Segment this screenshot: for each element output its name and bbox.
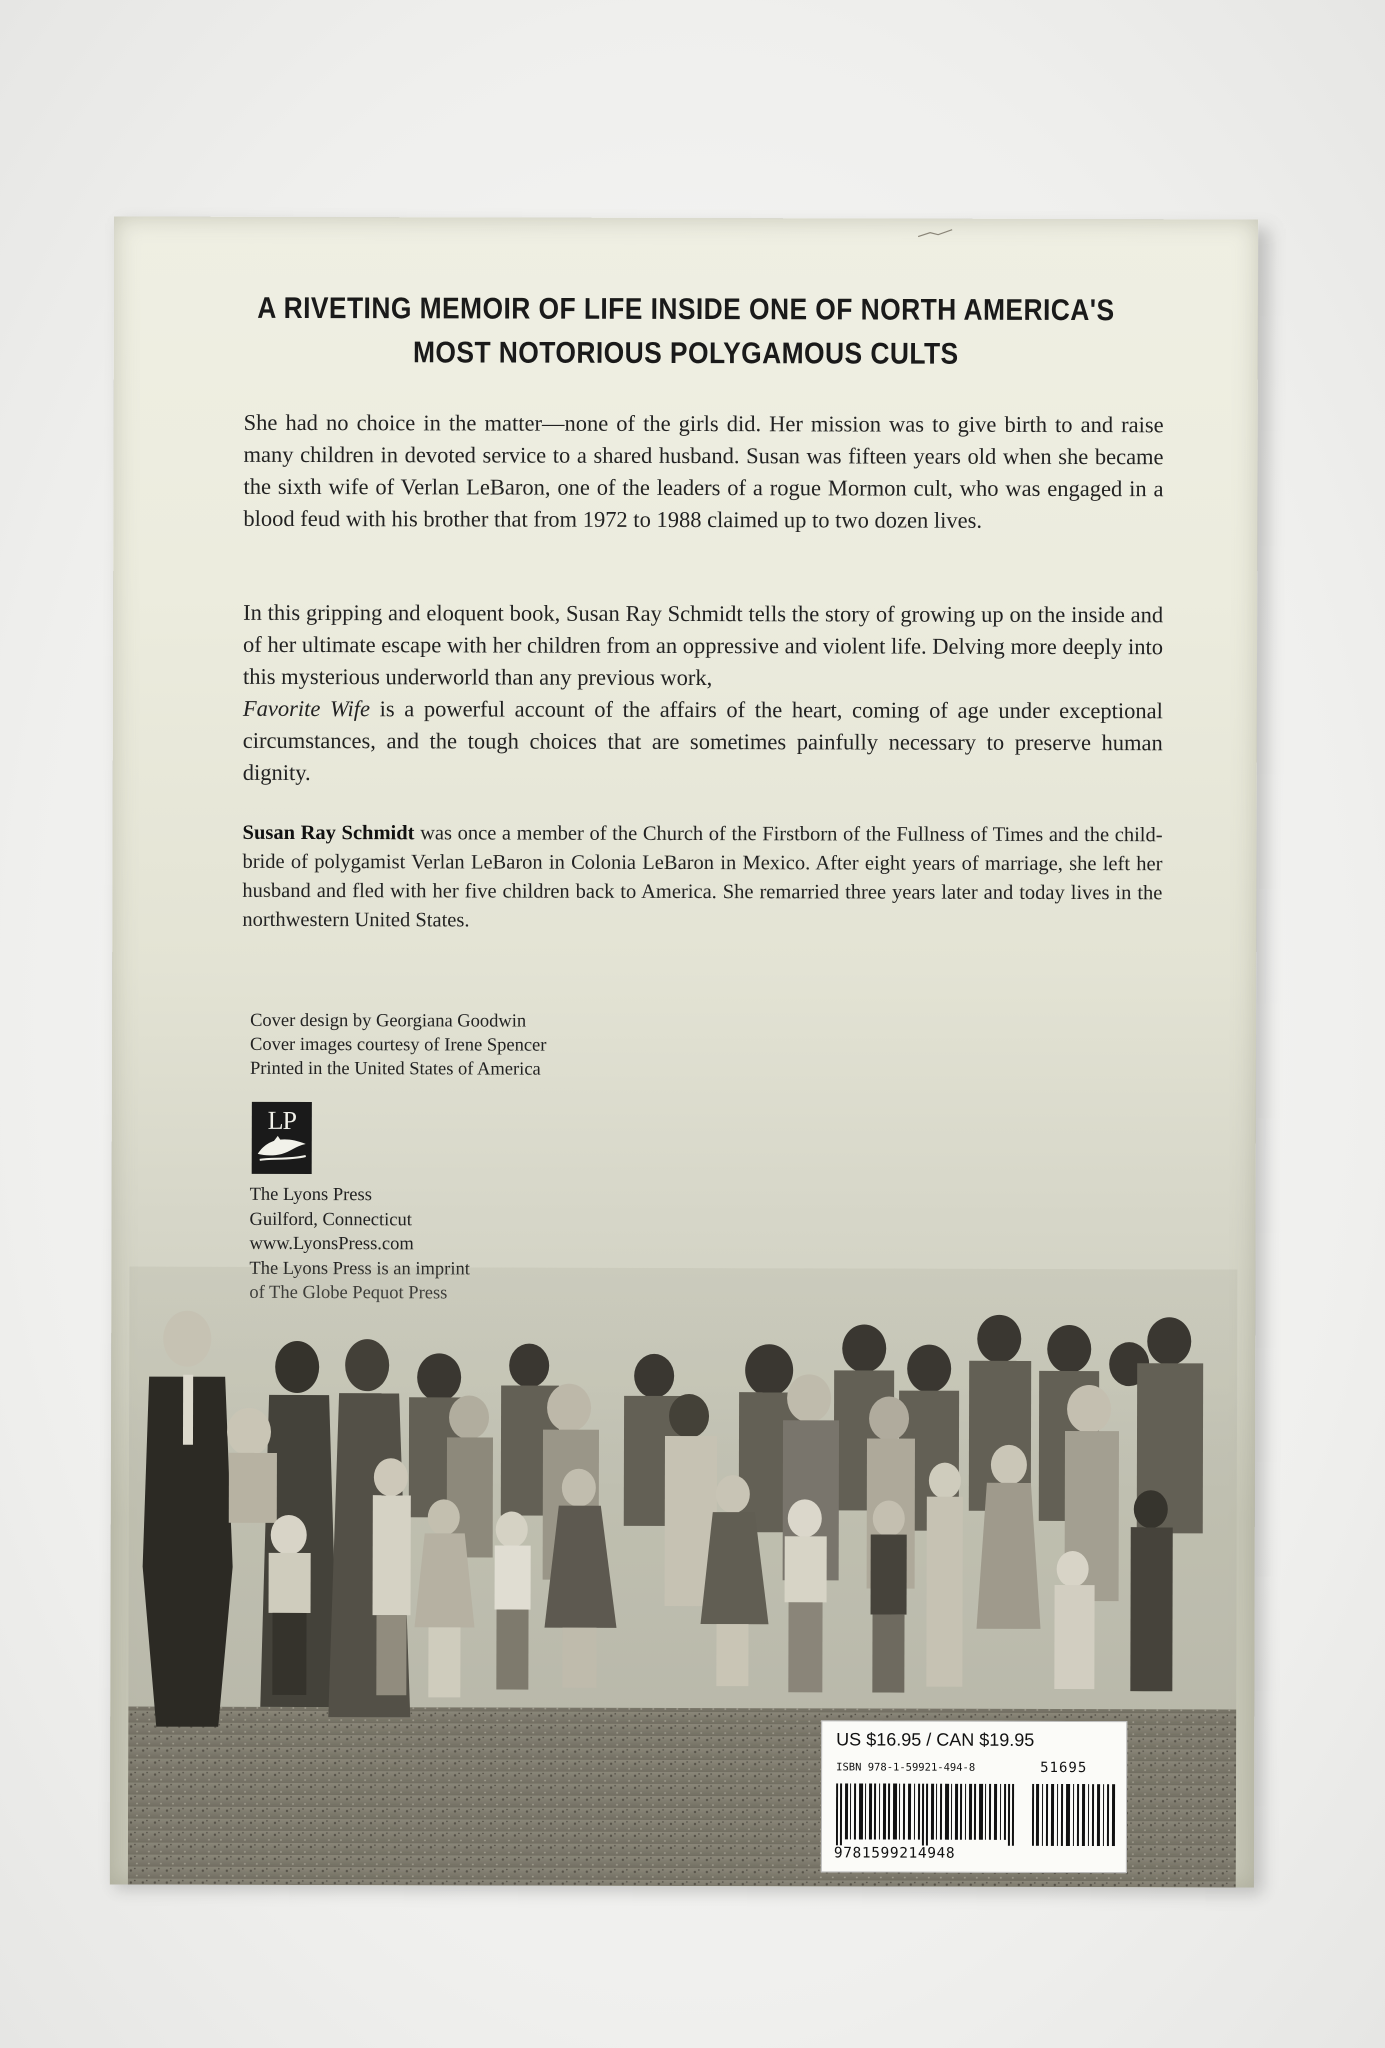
headline xyxy=(182,287,1189,378)
headline-line-1: A RIVETING MEMOIR OF LIFE INSIDE ONE OF NORTH AMERICA'S xyxy=(257,291,1115,328)
synopsis-paragraph-1: She had no choice in the matter—none of the girls did. Her mission was to give birth to and raise many children in devoted service to a shared husband. Susan was fifteen years old when she became the sixth wife of Verlan LeBaron, one of the leaders of a rogue Mormon cult, who was engaged in a blood feud with his brother that from 1972 to 1988 claimed up to two dozen lives. xyxy=(243,409,1164,533)
author-name: Susan Ray Schmidt xyxy=(242,821,415,845)
logo-letters: LP xyxy=(267,1105,297,1135)
book-back-cover xyxy=(110,217,1258,1888)
publisher-name: The Lyons Press xyxy=(249,1184,372,1206)
price-barcode-sticker xyxy=(821,1720,1127,1873)
addon-barcode-icon xyxy=(1032,1784,1118,1846)
book-title-italic: Favorite Wife xyxy=(242,695,371,722)
synopsis-paragraph-2-lead: In this gripping and eloquent book, Susan Ray Schmidt tells the story of growing up on the inside and of her ultimate escape with her children from an oppressive and violent life. Delving more deeply into this mysterious underworld than any previous work, xyxy=(242,599,1164,691)
barcode-number: 9781599214948 xyxy=(833,1845,956,1862)
barcode-addon-digits: 51695 xyxy=(1040,1759,1088,1777)
headline-line-2: MOST NOTORIOUS POLYGAMOUS CULTS xyxy=(412,336,959,371)
logo-fish-icon xyxy=(252,1102,312,1174)
barcode-icon xyxy=(836,1783,1016,1845)
price-label: US $16.95 / CAN $19.95 xyxy=(836,1729,1035,1750)
author-bio-text: was once a member of the Church of the Firstborn of the Fullness of Times and the child-bride of polygamist Verlan LeBaron in Colonia LeBaron in Mexico. After eight years of marriage, she left her husband and fled with her five children back to America. She remarried three years later and today lives in the northwestern United States. xyxy=(242,822,1163,932)
synopsis-paragraph-2 xyxy=(243,597,1163,791)
isbn-label: ISBN 978-1-59921-494-8 xyxy=(836,1761,976,1774)
synopsis-paragraph-2-rest: is a powerful account of the affairs of the heart, coming of age under exceptional circumstances, and the tough choices that are sometimes painfully necessary to preserve human dignity. xyxy=(242,696,1163,786)
credit-line-images: Cover images courtesy of Irene Spencer xyxy=(249,1034,547,1056)
cover-smudge xyxy=(916,227,956,241)
cover-credits xyxy=(250,1009,547,1082)
publisher-website: www.LyonsPress.com xyxy=(249,1233,414,1255)
credit-line-design: Cover design by Georgiana Goodwin xyxy=(250,1010,527,1032)
publisher-city: Guilford, Connecticut xyxy=(249,1209,412,1230)
author-bio xyxy=(242,819,1162,937)
publisher-logo-icon xyxy=(252,1102,312,1174)
credit-line-printed: Printed in the United States of America xyxy=(249,1058,541,1080)
